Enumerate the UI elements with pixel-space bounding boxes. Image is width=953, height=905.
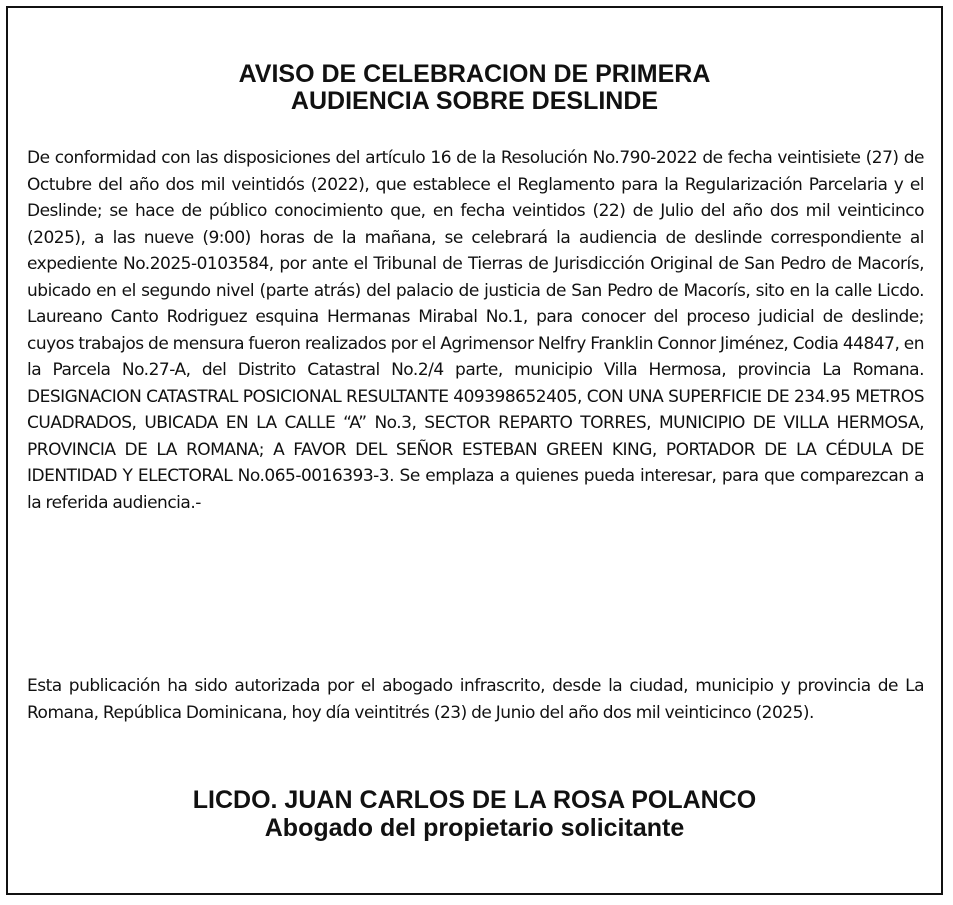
notice-paragraph-1: De conformidad con las disposiciones del artículo 16 de la Resolución No.790-2022 de fecha veintisiete (27) de Octubre del año dos mil veintidós (2022), que establece el Reglamento para la Regularización Parcelaria y el Deslinde; se hace de público conocimiento que, en fecha veintidos (22) de Julio del año dos mil veinticinco (2025), a las nueve (9:00) horas de la mañana, se celebrará la audiencia de deslinde correspondiente al expediente No.2025-0103584, por ante el Tribunal de Tierras de Jurisdicción Original de San Pedro de Macorís, ubicado en el segundo nivel (parte atrás) del palacio de justicia de San Pedro de Macorís, sito en la calle Licdo. Laureano Canto Rodriguez esquina Hermanas Mirabal No.1, para conocer del proceso judicial de deslinde; cuyos trabajos de mensura fueron realizados por el Agrimensor Nelfry Franklin Connor Jiménez, Codia 44847, en la Parcela No.27-A, del Distrito Catastral No.2/4 parte, municipio Villa Hermosa, provincia La Romana. DESIGNACION CATASTRAL POSICIONAL RESULTANTE 409398652405, CON UNA SUPERFICIE DE 234.95 METROS CUADRADOS, UBICADA EN LA CALLE “A” No.3, SECTOR REPARTO TORRES, MUNICIPIO DE VILLA HERMOSA, PROVINCIA DE LA ROMANA; A FAVOR DEL SEÑOR ESTEBAN GREEN KING, PORTADOR DE LA CÉDULA DE IDENTIDAD Y ELECTORAL No.065-0016393-3. Se emplaza a quienes pueda interesar, para que comparezcan a la referida audiencia.- — [27, 148, 924, 513]
signer-name: LICDO. JUAN CARLOS DE LA ROSA POLANCO — [192, 786, 757, 814]
notice-paragraph-2: Esta publicación ha sido autorizada por el abogado infrascrito, desde la ciudad, municipio y provincia de La Romana, República Dominicana, hoy día veintitrés (23) de Junio del año dos mil veinticinco (2025). — [27, 676, 924, 723]
signature-block — [8, 786, 941, 842]
notice-title-line-1: AVISO DE CELEBRACION DE PRIMERA — [238, 60, 711, 88]
legal-notice — [6, 6, 943, 895]
notice-title — [8, 61, 941, 115]
signer-role: Abogado del propietario solicitante — [264, 814, 685, 842]
notice-title-line-2: AUDIENCIA SOBRE DESLINDE — [290, 87, 659, 115]
